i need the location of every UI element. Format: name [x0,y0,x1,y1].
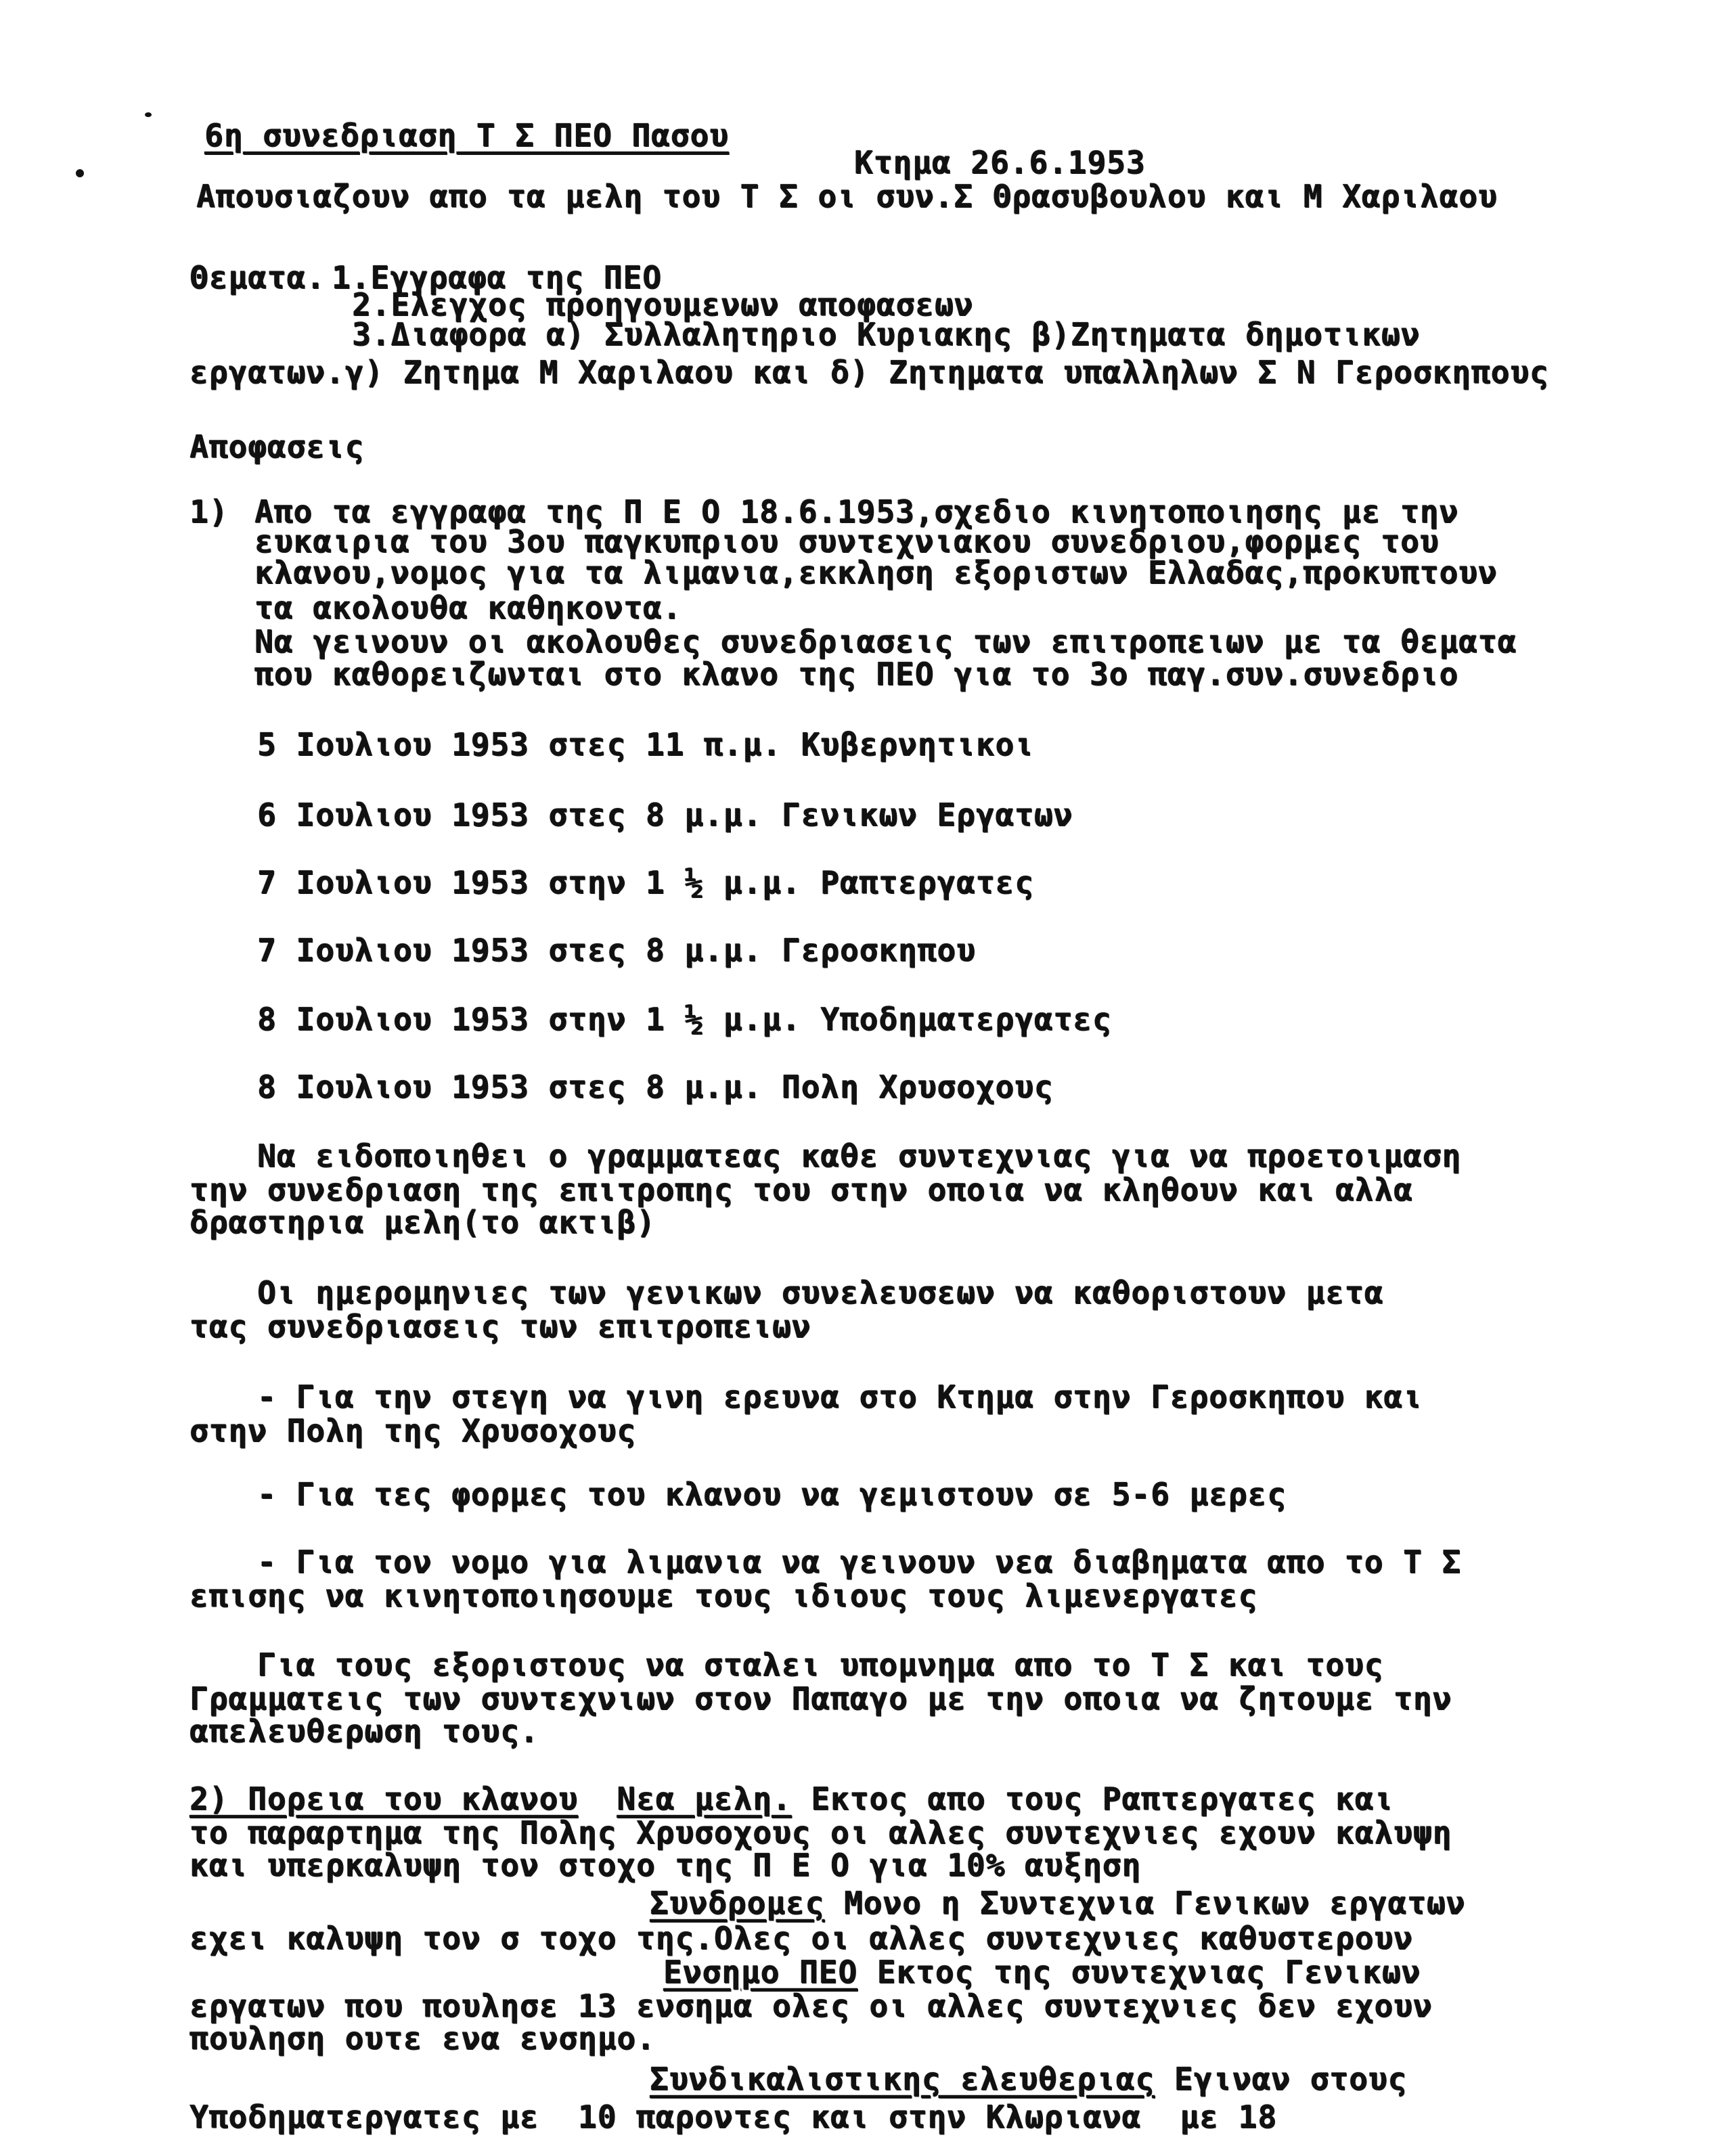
paragraph-line: τας συνεδριασεις των επιτροπειων [190,1308,811,1345]
absent-members: Απουσιαζουν απο τα μελη του Τ Σ οι συν.Σ Θρασυβουλου και Μ Χαριλαου [196,178,1498,215]
section-2-title: 2) Πορεια του κλανου [190,1781,578,1817]
freedom-line [650,2060,1407,2098]
schedule-item: 7 Ιουλιου 1953 στες 8 μ.μ. Γεροσκηπου [257,932,976,968]
freedom-title: Συνδικαλιστικης ελευθεριας [650,2061,1155,2097]
section-2-line [190,1780,1394,1818]
topic-item: 2.Ελεγχος προηγουμενων αποφασεων [352,286,974,323]
meeting-heading: 6η συνεδριαση Τ Σ ΠΕΟ Πασου [204,117,729,154]
schedule-item: 7 Ιουλιου 1953 στην 1 ½ μ.μ. Ραπτεργατες [257,864,1034,901]
decision-text: τα ακολουθα καθηκοντα. [254,589,682,626]
place-date: Κτημα 26.6.1953 [854,144,1146,181]
paragraph-line: - Για τον νομο για λιμανια να γεινουν νεα διαβηματα απο το Τ Σ [257,1544,1462,1580]
paragraph-line: επισης να κινητοποιησουμε τους ιδιους τους λιμενεργατες [190,1577,1258,1614]
subscriptions-text: Μονο η Συντεχνια Γενικων εργατων [824,1885,1466,1921]
paragraph-line: - Για την στεγη να γινη ερευνα στο Κτημα στην Γεροσκηπου και [257,1379,1423,1415]
schedule-item: 5 Ιουλιου 1953 στες 11 π.μ. Κυβερνητικοι [257,726,1034,763]
paragraph-line: εχει καλυψη τον σ τοχο της.Ολες οι αλλες συντεχνιες καθυστερουν [190,1920,1413,1956]
decisions-label: Αποφασεις [190,428,365,465]
topic-item: 1.Εγγραφα της ΠΕΟ [332,259,662,296]
decision-text: κλανου,νομος για τα λιμανια,εκκληση εξοριστων Ελλαδας,προκυπτουν [254,554,1498,591]
stamp-title: Ενσημο ΠΕΟ [663,1954,858,1990]
decision-text: ευκαιρια του 3ου παγκυπριου συντεχνιακου συνεδριου,φορμες του [254,523,1440,560]
paragraph-line: στην Πολη της Χρυσοχους [190,1412,636,1449]
paragraph-line: - Για τες φορμες του κλανου να γεμιστουν σε 5-6 μερες [257,1476,1287,1513]
schedule-item: 8 Ιουλιου 1953 στες 8 μ.μ. Πολη Χρυσοχους [257,1069,1054,1105]
topics-label: Θεματα. [190,259,326,296]
decision-text: Απο τα εγγραφα της Π Ε Ο 18.6.1953,σχεδιο κινητοποιησης με την [254,493,1459,530]
paragraph-line: πουληση ουτε ενα ενσημο. [190,2020,656,2057]
decision-number: 1) [190,493,229,530]
schedule-item: 6 Ιουλιου 1953 στες 8 μ.μ. Γενικων Εργατων [257,797,1073,833]
topic-item: εργατων.γ) Ζητημα Μ Χαριλαου και δ) Ζητηματα υπαλληλων Σ Ν Γεροσκηπους [190,354,1549,390]
new-members-text: Εκτος απο τους Ραπτεργατες και [791,1781,1394,1817]
topic-item: 3.Διαφορα α) Συλλαλητηριο Κυριακης β)Ζητηματα δημοτικων [352,316,1421,353]
freedom-text: Εγιναν στους [1155,2061,1408,2097]
subscriptions-line [650,1884,1465,1922]
paragraph-line: Για τους εξοριστους να σταλει υπομνημα απο το Τ Σ και τους [257,1647,1384,1683]
paragraph-line: Υποδηματεργατες με 10 παροντες και στην Κλωριανα με 18 [190,2099,1277,2135]
paragraph-line: Οι ημερομηνιες των γενικων συνελευσεων να καθοριστουν μετα [257,1274,1384,1311]
paragraph-line: Να ειδοποιηθει ο γραμματεας καθε συντεχνιας για να προετοιμαση [257,1138,1462,1174]
decision-text: Να γεινουν οι ακολουθες συνεδριασεις των επιτροπειων με τα θεματα [254,623,1517,660]
paragraph-line: την συνεδριαση της επιτροπης του στην οποια να κληθουν και αλλα [190,1171,1413,1208]
ink-dot [76,169,84,177]
paragraph-line: απελευθερωση τους. [190,1713,539,1749]
subscriptions-title: Συνδρομες [650,1885,825,1921]
paragraph-line: εργατων που πουλησε 13 ενσημα ολες οι αλλες συντεχνιες δεν εχουν [190,1988,1433,2024]
new-members-title: Νεα μελη. [617,1781,792,1817]
stamp-text: Εκτος της συντεχνιας Γενικων [857,1954,1421,1990]
decision-text: που καθορειζωνται στο κλανο της ΠΕΟ για το 3ο παγ.συν.συνεδριο [254,656,1459,692]
paragraph-line: το παραρτημα της Πολης Χρυσοχους οι αλλες συντεχνιες εχουν καλυψη [190,1814,1452,1851]
paragraph-line: δραστηρια μελη(το ακτιβ) [190,1204,656,1240]
stamp-line [663,1953,1421,1991]
schedule-item: 8 Ιουλιου 1953 στην 1 ½ μ.μ. Υποδηματεργατες [257,1001,1112,1037]
paragraph-line: και υπερκαλυψη τον στοχο της Π Ε Ο για 10% αυξηση [190,1847,1142,1883]
paragraph-line: Γραμματεις των συντεχνιων στον Παπαγο με την οποια να ζητουμε την [190,1680,1452,1717]
ink-mark [145,112,152,117]
